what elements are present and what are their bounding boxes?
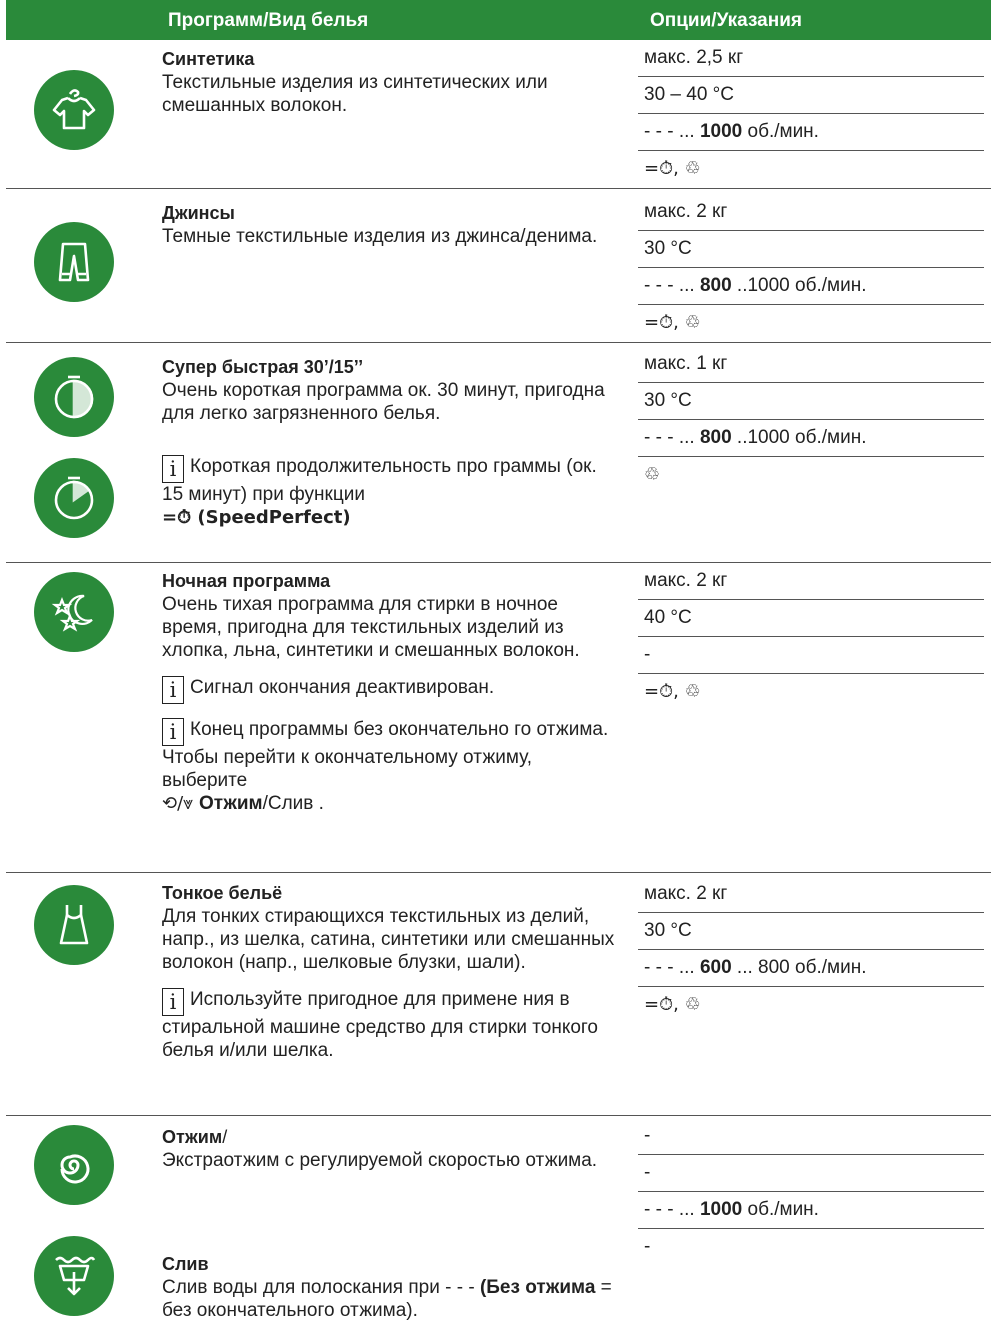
spin-drain-symbol: ⟲/⩔: [162, 793, 200, 814]
spin-default: 600: [699, 957, 732, 978]
program-options: [638, 40, 984, 187]
option-spin: -: [638, 637, 984, 674]
info-note: [162, 676, 622, 704]
spin-title: Отжим: [162, 1127, 223, 1147]
program-desc-drain: [162, 1253, 622, 1322]
info-text: Короткая продолжительность про граммы (ок. 15 минут) при функции: [162, 456, 597, 505]
program-desc-synthetics: [162, 48, 622, 117]
spin-title-tail: /: [222, 1127, 228, 1147]
option-symbols: =⏱, ♲: [644, 158, 701, 179]
info-icon: i: [162, 988, 184, 1016]
option-temp: 30 – 40 °C: [638, 77, 984, 114]
program-desc-delicate: [162, 882, 622, 1062]
option-temp: 30 °C: [638, 231, 984, 268]
drain-text-bold: (Без отжима: [479, 1277, 596, 1298]
option-spin: [638, 950, 984, 987]
program-title: Супер быстрая 30’/15’’: [162, 357, 364, 377]
program-desc-night: [162, 570, 622, 815]
spin-suffix: ..1000 об./мин.: [731, 275, 867, 296]
spin-prefix: - - - ...: [644, 121, 700, 142]
table-header: [6, 0, 991, 40]
program-title: Тонкое бельё: [162, 883, 283, 903]
info-icon: i: [162, 718, 184, 746]
spin-default: 800: [699, 275, 732, 296]
header-program: Программ/Вид белья: [168, 10, 369, 31]
spin-prefix: - - - ...: [644, 275, 700, 296]
program-options: [638, 194, 984, 341]
info-note: [162, 718, 622, 792]
option-weight: макс. 1 кг: [638, 346, 984, 383]
program-title: Синтетика: [162, 49, 255, 69]
program-desc-super-quick: [162, 356, 622, 529]
info-text: Сигнал окончания деактивирован.: [190, 677, 495, 698]
header-options: Опции/Указания: [650, 10, 802, 31]
option-temp: 30 °C: [638, 383, 984, 420]
option-weight: макс. 2,5 кг: [638, 40, 984, 77]
spin-suffix: об./мин.: [742, 121, 819, 142]
program-text: Текстильные изделия из синтетических или смешанных волокон.: [162, 72, 548, 116]
spin-icon: [34, 1125, 114, 1205]
program-options: [638, 1118, 984, 1265]
drain-text-a: Слив воды для полоскания при - - -: [162, 1277, 480, 1298]
option-weight: макс. 2 кг: [638, 876, 984, 913]
jeans-icon: [34, 222, 114, 302]
info-text: Конец программы без окончательно го отжима. Чтобы перейти к окончательному отжиму, выберите: [162, 719, 609, 791]
info-note: [162, 988, 622, 1062]
drain-text: [162, 1276, 622, 1322]
program-options: [638, 346, 984, 493]
spin-default: 1000: [699, 1199, 743, 1220]
option-drain: -: [644, 1236, 651, 1257]
spin-default: 800: [699, 427, 732, 448]
info-note-tail: [162, 792, 622, 815]
option-symbols: ♲: [644, 464, 661, 485]
program-title: Ночная программа: [162, 571, 331, 591]
program-title: [162, 1126, 622, 1149]
spin-suffix: об./мин.: [742, 1199, 819, 1220]
spin-prefix: - - - ...: [644, 957, 700, 978]
drain-label: /Слив .: [262, 793, 324, 814]
drain-icon: [34, 1236, 114, 1316]
option-spin: [638, 114, 984, 151]
option-spin: [638, 1192, 984, 1229]
drain-title: Слив: [162, 1254, 209, 1274]
program-text: Экстраотжим с регулируемой скоростью отжима.: [162, 1150, 598, 1171]
drain-text-c: = без окончательного отжима).: [162, 1277, 612, 1321]
program-text: Очень тихая программа для стирки в ночное время, пригодна для текстильных изделий из хлопка, льна, синтетики и смешанных волокон.: [162, 594, 580, 661]
option-weight: макс. 2 кг: [638, 194, 984, 231]
program-text: Темные текстильные изделия из джинса/денима.: [162, 226, 598, 247]
super-quick-short-icon: [34, 458, 114, 538]
program-text: Для тонких стирающихся текстильных из делий, напр., из шелка, сатина, синтетики или смешанных волокон (напр., шелковые блузки, шали).: [162, 906, 615, 973]
program-title: Джинсы: [162, 203, 235, 223]
divider: [6, 342, 991, 343]
info-icon: i: [162, 455, 184, 483]
option-symbols: =⏱, ♲: [644, 312, 701, 333]
super-quick-icon: [34, 357, 114, 437]
spin-label: Отжим: [199, 793, 263, 814]
option-spin: [638, 268, 984, 305]
spin-prefix: - - - ...: [644, 1199, 700, 1220]
divider: [6, 872, 991, 873]
divider: [6, 188, 991, 189]
spin-suffix: ... 800 об./мин.: [731, 957, 867, 978]
option-temp: 40 °C: [638, 600, 984, 637]
program-options: [638, 876, 984, 1023]
option-temp: 30 °C: [638, 913, 984, 950]
spin-suffix: ..1000 об./мин.: [731, 427, 867, 448]
option-spin: [638, 420, 984, 457]
night-icon: [34, 572, 114, 652]
option-symbols: =⏱, ♲: [644, 994, 701, 1015]
speedperfect-label: =⏱ (SpeedPerfect): [162, 507, 351, 528]
info-note-bold: [162, 506, 622, 529]
shirt-icon: [34, 70, 114, 150]
program-options: [638, 563, 984, 710]
info-text: Используйте пригодное для примене ния в стиральной машине средство для стирки тонкого белья и/или шелка.: [162, 989, 598, 1061]
info-note: [162, 455, 622, 506]
info-icon: i: [162, 676, 184, 704]
spin-default: 1000: [699, 121, 743, 142]
option-weight: -: [638, 1118, 984, 1155]
option-weight: макс. 2 кг: [638, 563, 984, 600]
option-symbols: =⏱, ♲: [644, 681, 701, 702]
program-desc-spin: [162, 1126, 622, 1172]
delicate-dress-icon: [34, 885, 114, 965]
divider: [6, 1115, 991, 1116]
program-desc-jeans: [162, 202, 622, 248]
option-temp: -: [638, 1155, 984, 1192]
spin-prefix: - - - ...: [644, 427, 700, 448]
program-text: Очень короткая программа ок. 30 минут, пригодна для легко загрязненного белья.: [162, 380, 605, 424]
